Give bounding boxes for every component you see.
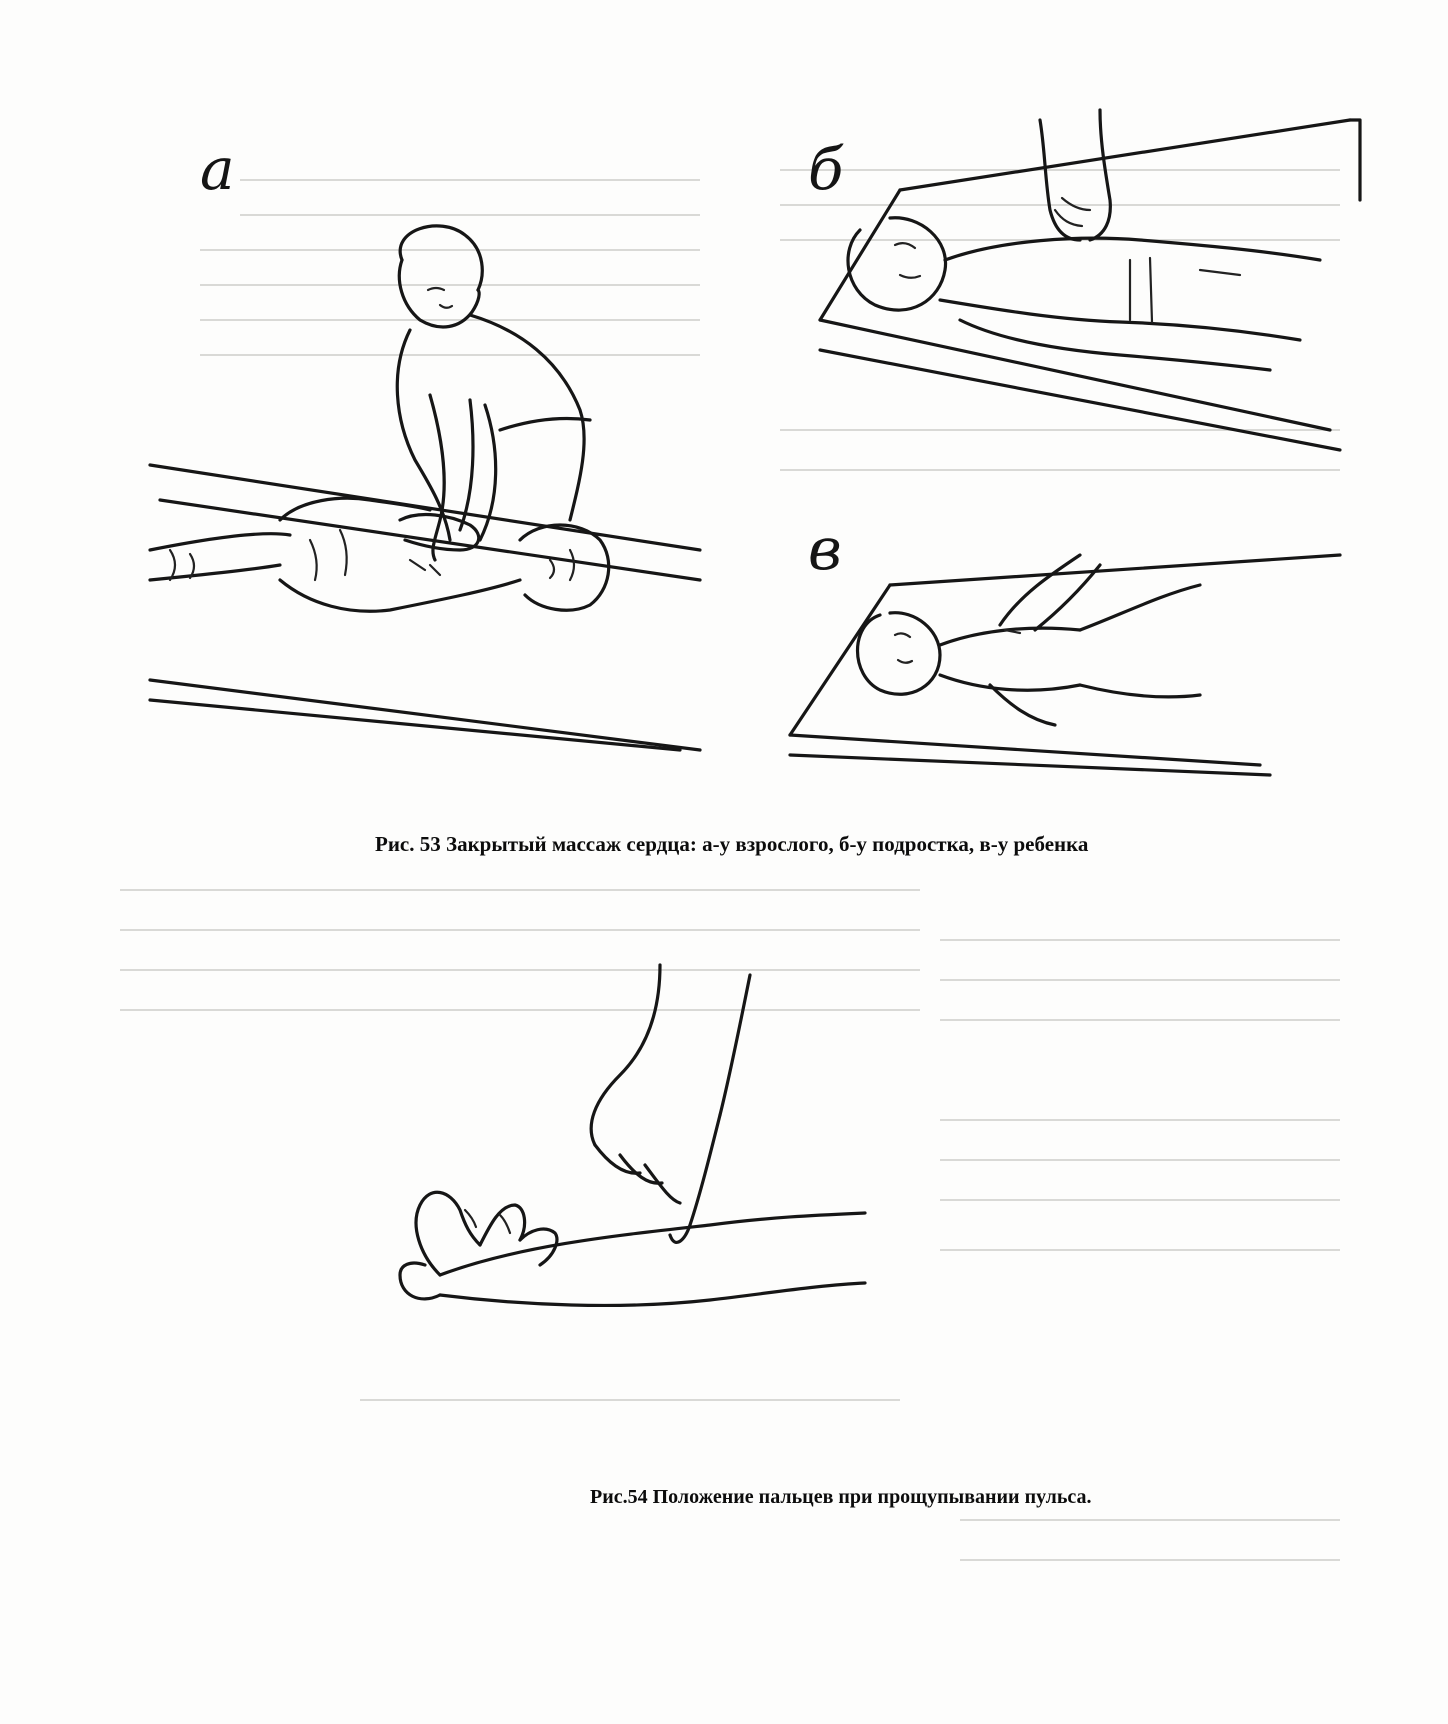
figure-54-caption: Рис.54 Положение пальцев при прощупывании пульса. xyxy=(590,1486,1092,1508)
illustration-pulse-check xyxy=(370,965,870,1350)
panel-a-label: а xyxy=(200,135,235,203)
illustration-child-cpr xyxy=(780,535,1360,775)
panel-b-label: б xyxy=(808,135,844,203)
panel-c-label: в xyxy=(808,515,842,583)
figure-53-caption: Рис. 53 Закрытый массаж сердца: а-у взрослого, б-у подростка, в-у ребенка xyxy=(375,832,1089,856)
illustration-adult-cpr xyxy=(140,220,740,750)
illustration-teen-cpr xyxy=(800,110,1360,450)
